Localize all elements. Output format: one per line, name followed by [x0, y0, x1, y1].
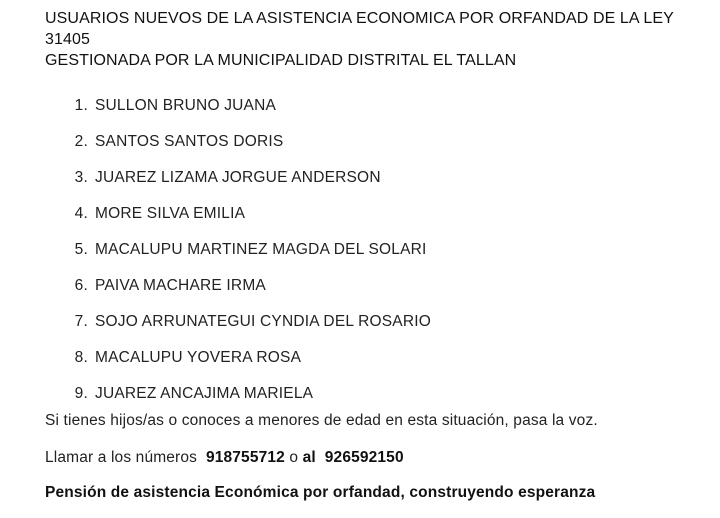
list-item	[0, 340, 431, 376]
document-title	[45, 8, 705, 71]
list-item	[0, 268, 431, 304]
item-name: JUAREZ ANCAJIMA MARIELA	[95, 385, 314, 402]
share-notice: Si tienes hijos/as o conoces a menores de edad en esta situación, pasa la voz.	[45, 412, 598, 429]
item-number: 7.	[74, 313, 88, 330]
list-item	[0, 196, 431, 232]
item-number: 4.	[74, 205, 88, 222]
item-name: SOJO ARRUNATEGUI CYNDIA DEL ROSARIO	[95, 313, 432, 330]
contact-line	[45, 449, 404, 467]
item-number: 9.	[74, 385, 88, 402]
item-number: 8.	[74, 349, 88, 366]
beneficiary-list	[0, 88, 431, 412]
list-item	[0, 232, 431, 268]
title-line-1: USUARIOS NUEVOS DE LA ASISTENCIA ECONOMICA POR ORFANDAD DE LA LEY	[45, 10, 674, 27]
item-number: 3.	[74, 169, 88, 186]
item-name: PAIVA MACHARE IRMA	[95, 277, 266, 294]
item-number: 5.	[74, 241, 88, 258]
list-item	[0, 88, 431, 124]
item-number: 1.	[74, 97, 88, 114]
item-name: SULLON BRUNO JUANA	[95, 97, 277, 114]
connector-word: o	[289, 449, 299, 466]
item-name: MACALUPU MARTINEZ MAGDA DEL SOLARI	[95, 241, 427, 258]
list-item	[0, 160, 431, 196]
phone-number-2: 926592150	[324, 449, 404, 466]
al-word: al	[302, 449, 316, 466]
item-name: MORE SILVA EMILIA	[95, 205, 246, 222]
item-number: 2.	[74, 133, 88, 150]
item-name: MACALUPU YOVERA ROSA	[95, 349, 302, 366]
list-item	[0, 304, 431, 340]
call-prefix: Llamar a los números	[45, 449, 198, 466]
item-name: JUAREZ LIZAMA JORGUE ANDERSON	[95, 169, 381, 186]
phone-number-1: 918755712	[205, 449, 285, 466]
title-line-2: 31405	[45, 31, 90, 48]
item-number: 6.	[74, 277, 88, 294]
item-name: SANTOS SANTOS DORIS	[95, 133, 284, 150]
title-line-3: GESTIONADA POR LA MUNICIPALIDAD DISTRITAL EL TALLAN	[45, 52, 517, 69]
list-item	[0, 124, 431, 160]
slogan: Pensión de asistencia Económica por orfandad, construyendo esperanza	[45, 484, 596, 501]
list-item	[0, 376, 431, 412]
